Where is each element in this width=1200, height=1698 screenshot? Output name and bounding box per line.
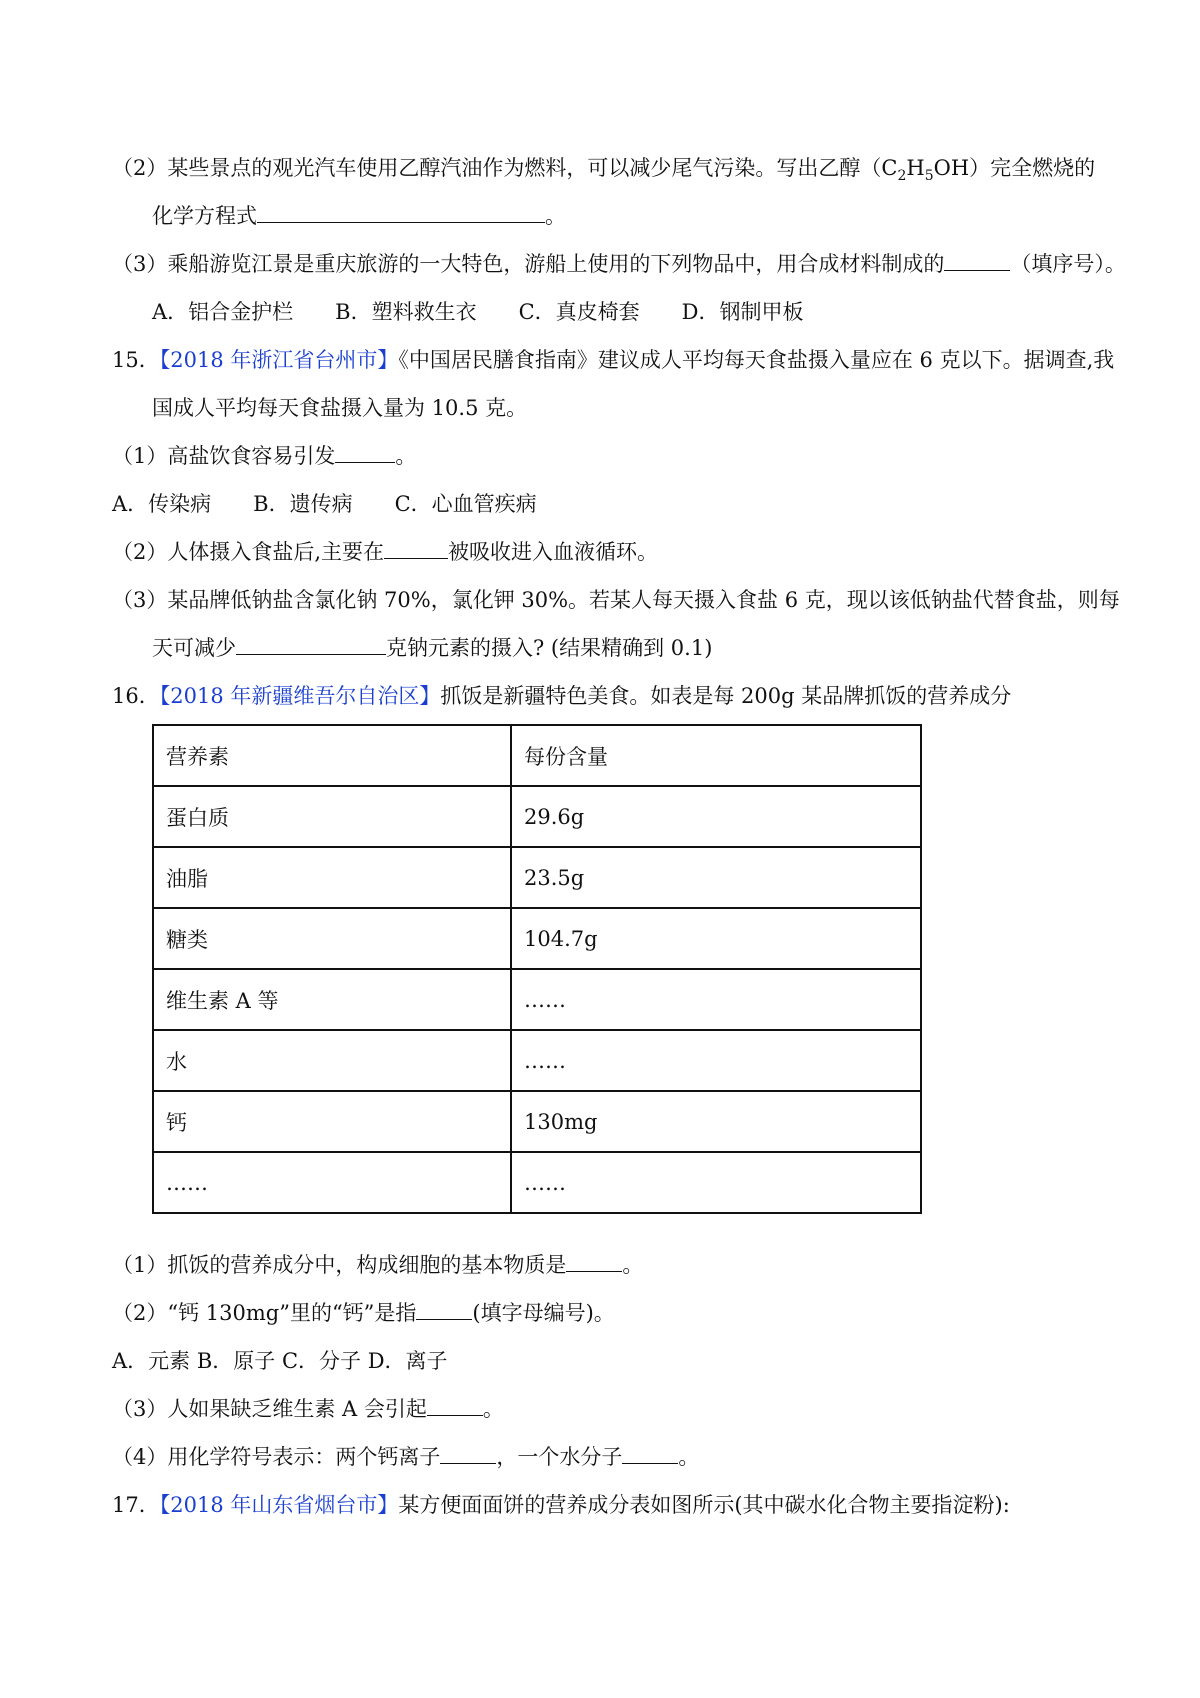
table-header-row [153,725,921,786]
table-row [153,1091,921,1152]
q15-part3-line2: 天可减少 克钠元素的摄入? (结果精确到 0.1) [152,636,713,660]
table-cell-amount: 23.5g [511,847,921,908]
table-row [153,786,921,847]
answer-blank[interactable] [236,634,386,655]
q14-part3: （3）乘船游览江景是重庆旅游的一大特色，游船上使用的下列物品中，用合成材料制成的 （填序号）。 [112,252,1126,276]
q15-intro-line2: 国成人平均每天食盐摄入量为 10.5 克。 [152,396,528,420]
q15-header: 15．【2018 年浙江省台州市】《中国居民膳食指南》建议成人平均每天食盐摄入量应在 6 克以下。据调查,我 [112,348,1115,372]
answer-blank[interactable] [944,250,1010,271]
q15-source: 【2018 年浙江省台州市】 [159,348,399,372]
answer-blank[interactable] [427,1395,483,1416]
q16-part4: （4）用化学符号表示：两个钙离子 ，一个水分子 。 [112,1445,700,1469]
table-cell-nutrient: 营养素 [153,725,511,786]
table-cell-nutrient: 油脂 [153,847,511,908]
table-row [153,1030,921,1091]
answer-blank[interactable] [622,1443,678,1464]
table-row [153,847,921,908]
answer-blank[interactable] [440,1443,496,1464]
q17-source: 【2018 年山东省烟台市】 [159,1493,399,1517]
q16-part1: （1）抓饭的营养成分中，构成细胞的基本物质是 。 [112,1253,644,1277]
q14-options: A．铝合金护栏 B．塑料救生衣 C．真皮椅套 D．钢制甲板 [152,300,804,324]
q16-part2-options: A．元素 B．原子 C．分子 D．离子 [112,1349,448,1373]
table-cell-amount: 29.6g [511,786,921,847]
table-cell-amount: …… [511,1030,921,1091]
table-row [153,1152,921,1213]
table-cell-nutrient: …… [153,1152,511,1213]
q15-part3-line1: （3）某品牌低钠盐含氯化钠 70%，氯化钾 30%。若某人每天摄入食盐 6 克，现以该低钠盐代替食盐，则每 [112,588,1120,612]
answer-blank[interactable] [416,1299,472,1320]
answer-blank[interactable] [335,442,395,463]
q16-part3: （3）人如果缺乏维生素 A 会引起 。 [112,1397,504,1421]
q15-part1: （1）高盐饮食容易引发 。 [112,444,417,468]
answer-blank[interactable] [566,1251,622,1272]
table-row [153,908,921,969]
q15-part2: （2）人体摄入食盐后,主要在 被吸收进入血液循环。 [112,540,659,564]
q14-part2-line1: （2）某些景点的观光汽车使用乙醇汽油作为燃料，可以减少尾气污染。写出乙醇$(C_2H_5OH)$完全燃烧的 [112,156,1096,185]
q17-header: 17．【2018 年山东省烟台市】某方便面面饼的营养成分表如图所示(其中碳水化合物主要指淀粉): [112,1493,1010,1517]
table-cell-amount: 130mg [511,1091,921,1152]
nutrition-table [152,724,922,1214]
table-cell-nutrient: 钙 [153,1091,511,1152]
table-row [153,969,921,1030]
q15-part1-options: A．传染病 B．遗传病 C．心血管疾病 [112,492,537,516]
q16-source: 【2018 年新疆维吾尔自治区】 [159,684,441,708]
table-cell-nutrient: 水 [153,1030,511,1091]
q14-part2-line2: 化学方程式 。 [152,204,566,228]
table-cell-amount: 每份含量 [511,725,921,786]
answer-blank[interactable] [384,538,448,559]
table-cell-amount: …… [511,969,921,1030]
q16-part2: （2）“钙 130mg”里的“钙”是指 (填字母编号)。 [112,1301,615,1325]
table-cell-nutrient: 蛋白质 [153,786,511,847]
table-cell-nutrient: 维生素 A 等 [153,969,511,1030]
table-cell-nutrient: 糖类 [153,908,511,969]
q16-header: 16．【2018 年新疆维吾尔自治区】抓饭是新疆特色美食。如表是每 200g 某品牌抓饭的营养成分 [112,684,1012,708]
table-cell-amount: 104.7g [511,908,921,969]
table-cell-amount: …… [511,1152,921,1213]
answer-blank[interactable] [257,202,545,223]
